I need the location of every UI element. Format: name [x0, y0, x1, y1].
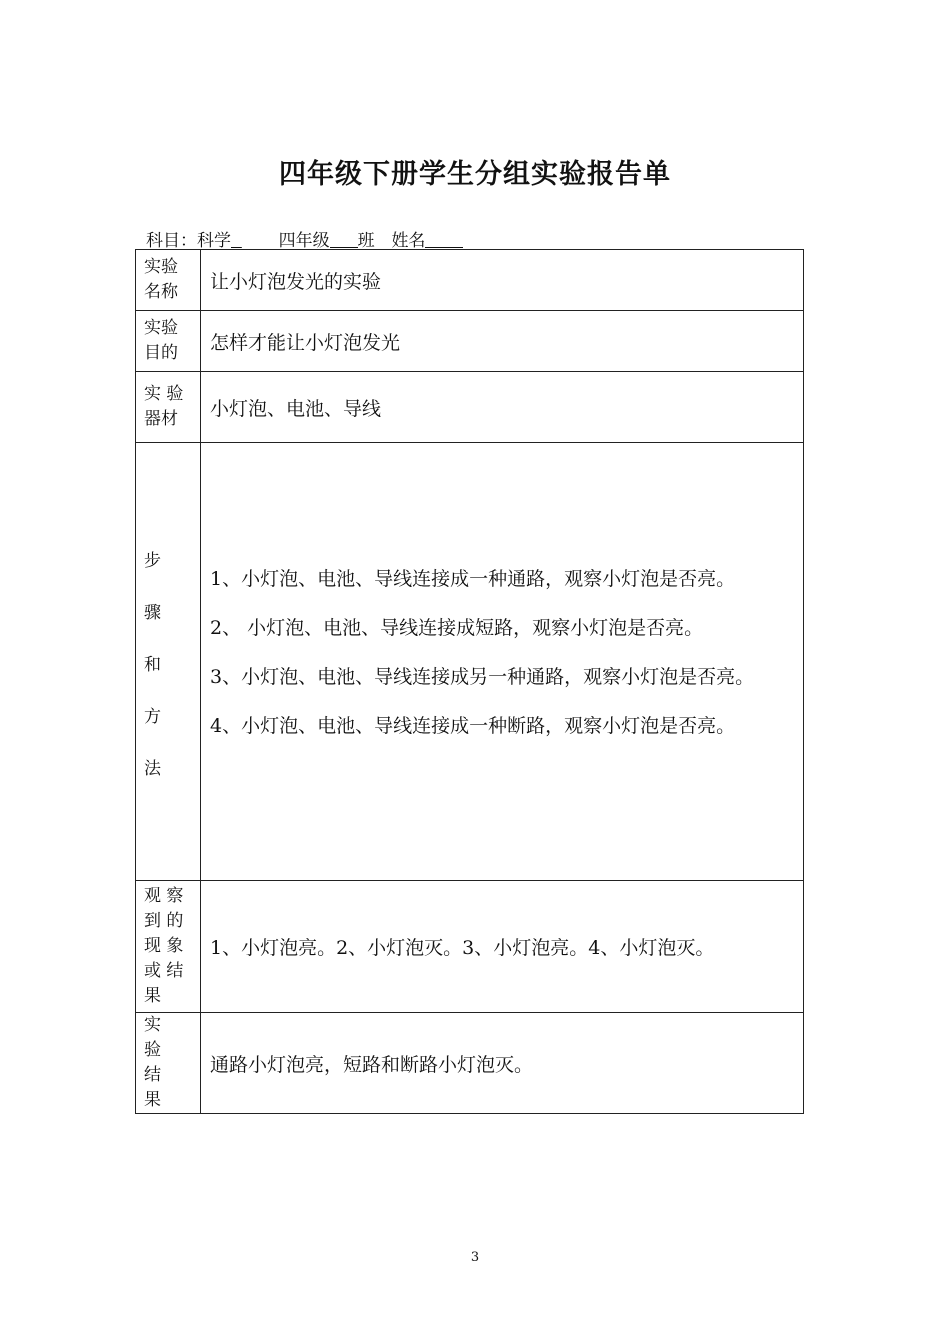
steps-label-char: 法 — [144, 759, 161, 779]
row-steps — [136, 443, 804, 881]
steps-label-char: 和 — [144, 655, 161, 675]
page-number: 3 — [470, 1250, 480, 1265]
value-result: 通路小灯泡亮，短路和断路小灯泡灭。 — [201, 1013, 804, 1114]
class-label: 班 — [357, 231, 375, 251]
step-item: 3、小灯泡、电池、导线连接成另一种通路，观察小灯泡是否亮。 — [210, 665, 755, 688]
steps-label-char: 方 — [144, 707, 161, 727]
report-title: 四年级下册学生分组实验报告单 — [279, 159, 671, 190]
label-result: 实 验 结 果 — [144, 1015, 161, 1110]
value-materials: 小灯泡、电池、导线 — [201, 372, 804, 443]
label-steps — [136, 443, 201, 881]
value-experiment-name: 让小灯泡发光的实验 — [201, 250, 804, 311]
value-purpose: 怎样才能让小灯泡发光 — [201, 311, 804, 372]
label-observation: 观 察 到 的 现 象 或 结 果 — [144, 886, 184, 1006]
step-item: 1、小灯泡、电池、导线连接成一种通路，观察小灯泡是否亮。 — [210, 567, 736, 590]
row-experiment-name — [136, 250, 804, 311]
name-label: 姓名 — [391, 231, 426, 251]
class-blank — [330, 231, 358, 248]
name-blank — [425, 231, 463, 248]
step-item: 2、 小灯泡、电池、导线连接成短路，观察小灯泡是否亮。 — [210, 616, 704, 639]
steps-label-char: 步 — [144, 551, 161, 571]
steps-label-char: 骤 — [144, 603, 161, 623]
label-materials: 实 验 器材 — [144, 384, 184, 429]
row-result — [136, 1013, 804, 1114]
step-item: 4、小灯泡、电池、导线连接成一种断路，观察小灯泡是否亮。 — [210, 714, 736, 737]
report-table — [135, 249, 804, 1114]
report-meta — [146, 226, 463, 251]
row-purpose — [136, 311, 804, 372]
row-observation — [136, 881, 804, 1013]
subject-value: 科学 — [197, 231, 231, 251]
label-experiment-name: 实验 名称 — [144, 257, 178, 302]
subject-label: 科目： — [146, 231, 197, 251]
label-purpose: 实验 目的 — [144, 318, 178, 363]
grade-text: 四年级 — [278, 231, 330, 251]
steps-list — [210, 564, 803, 760]
row-materials — [136, 372, 804, 443]
value-observation: 1、小灯泡亮。2、小灯泡灭。3、小灯泡亮。4、小灯泡灭。 — [201, 881, 804, 1013]
